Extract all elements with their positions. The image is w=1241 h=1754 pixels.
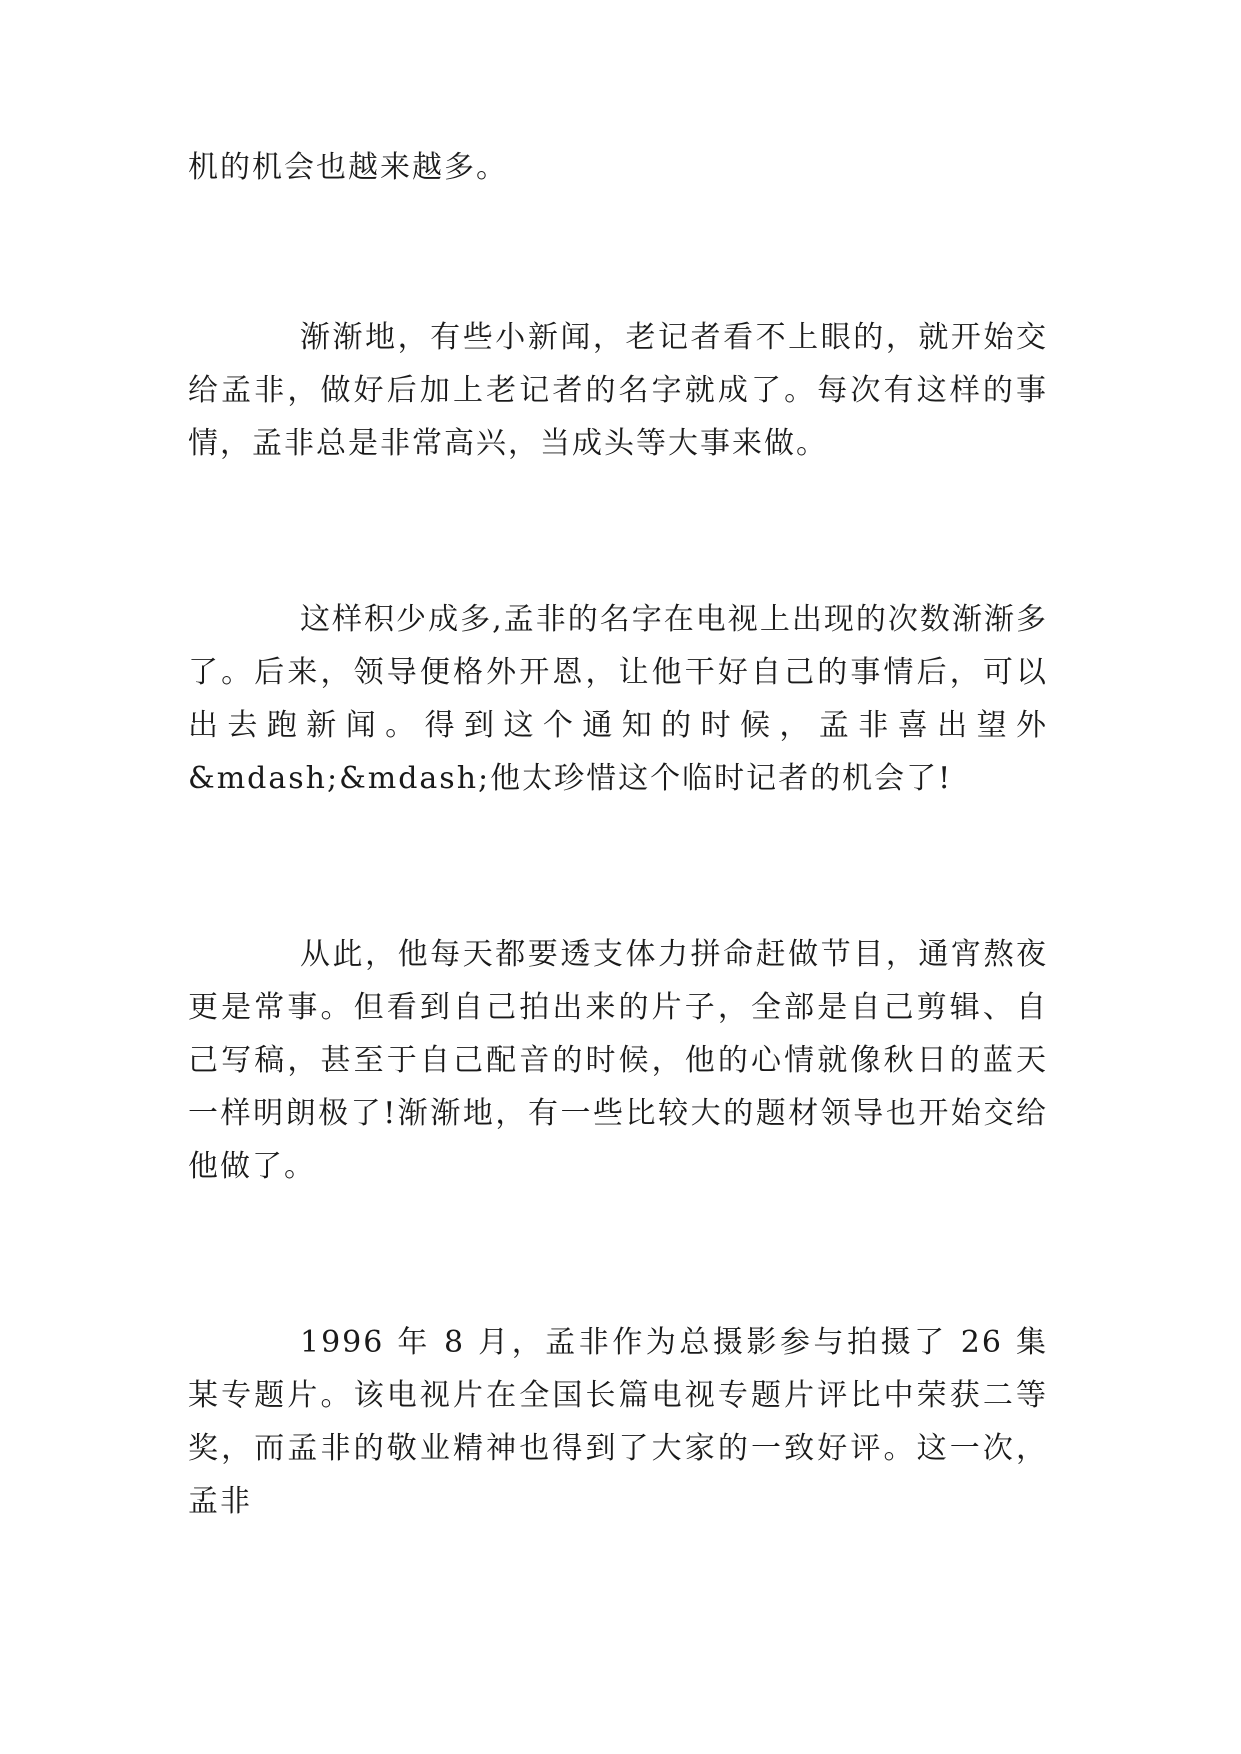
document-body — [188, 148, 1048, 1528]
paragraph-1: 机的机会也越来越多。 — [188, 150, 508, 185]
paragraph-3: 这样积少成多,孟非的名字在电视上出现的次数渐渐多了。后来，领导便格外开恩，让他干好自己的事情后，可以出去跑新闻。得到这个通知的时候，孟非喜出望外&mdash;&mdash;他太珍惜这个临时记者的机会了! — [188, 602, 1048, 796]
paragraph-4: 从此，他每天都要透支体力拼命赶做节目，通宵熬夜更是常事。但看到自己拍出来的片子，全部是自己剪辑、自己写稿，甚至于自己配音的时候，他的心情就像秋日的蓝天一样明朗极了!渐渐地，有一些比较大的题材领导也开始交给他做了。 — [188, 937, 1048, 1184]
paragraph-5: 1996 年 8 月，孟非作为总摄影参与拍摄了 26 集某专题片。该电视片在全国长篇电视专题片评比中荣获二等奖，而孟非的敬业精神也得到了大家的一致好评。这一次，孟非 — [188, 1325, 1048, 1519]
paragraph-2: 渐渐地，有些小新闻，老记者看不上眼的，就开始交给孟非，做好后加上老记者的名字就成了。每次有这样的事情，孟非总是非常高兴，当成头等大事来做。 — [188, 320, 1048, 461]
